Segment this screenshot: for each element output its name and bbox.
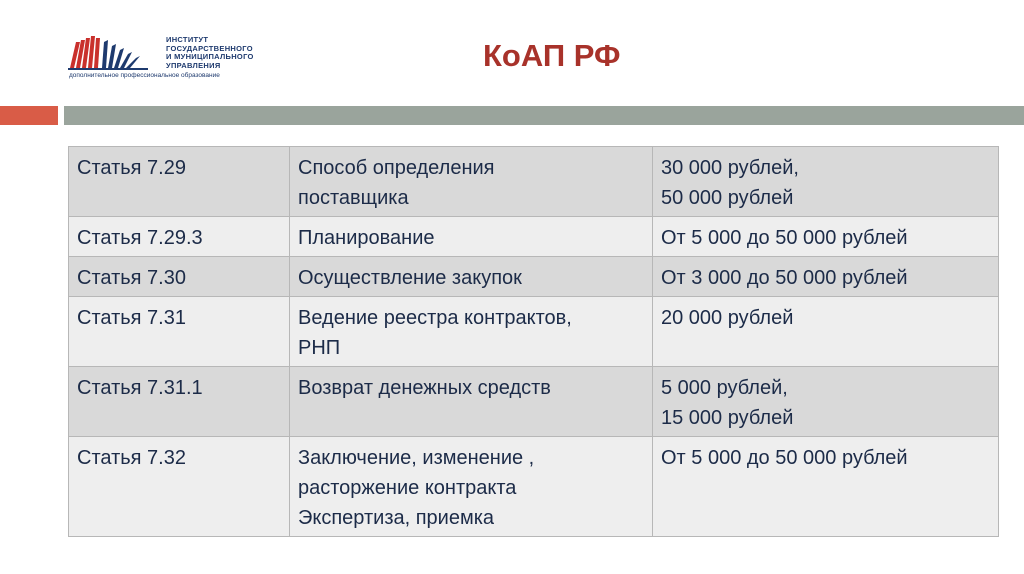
subject-cell: Осуществление закупок	[290, 257, 653, 297]
logo-name: ИНСТИТУТ ГОСУДАРСТВЕННОГО И МУНИЦИПАЛЬНОГО УПРАВЛЕНИЯ	[166, 35, 254, 70]
fine-cell: 30 000 рублей, 50 000 рублей	[653, 147, 999, 217]
article-cell: Статья 7.30	[69, 257, 290, 297]
table-row	[69, 147, 999, 217]
article-cell: Статья 7.31.1	[69, 367, 290, 437]
fine-cell: От 5 000 до 50 000 рублей	[653, 437, 999, 537]
table-row	[69, 367, 999, 437]
subject-cell: Ведение реестра контрактов, РНП	[290, 297, 653, 367]
fine-cell: 20 000 рублей	[653, 297, 999, 367]
subject-cell: Планирование	[290, 217, 653, 257]
logo-subtitle: дополнительное профессиональное образование	[69, 72, 220, 79]
fines-table	[68, 146, 999, 537]
article-cell: Статья 7.32	[69, 437, 290, 537]
books-logo-icon	[68, 32, 158, 70]
divider-bar	[64, 106, 1024, 125]
table-row	[69, 297, 999, 367]
institute-logo	[68, 32, 308, 82]
subject-cell: Заключение, изменение , расторжение контракта Экспертиза, приемка	[290, 437, 653, 537]
accent-bar	[0, 106, 58, 125]
fine-cell: От 5 000 до 50 000 рублей	[653, 217, 999, 257]
table-row	[69, 257, 999, 297]
article-cell: Статья 7.31	[69, 297, 290, 367]
article-cell: Статья 7.29.3	[69, 217, 290, 257]
subject-cell: Возврат денежных средств	[290, 367, 653, 437]
fine-cell: 5 000 рублей, 15 000 рублей	[653, 367, 999, 437]
fine-cell: От 3 000 до 50 000 рублей	[653, 257, 999, 297]
table-row	[69, 437, 999, 537]
subject-cell: Способ определения поставщика	[290, 147, 653, 217]
article-cell: Статья 7.29	[69, 147, 290, 217]
slide-title: КоАП РФ	[483, 38, 621, 73]
table-row	[69, 217, 999, 257]
